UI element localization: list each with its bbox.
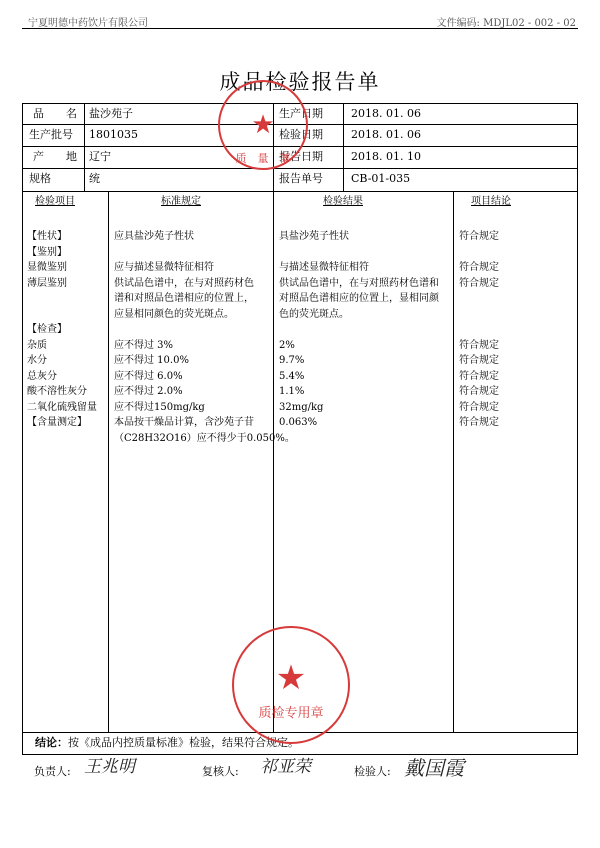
responsible-label: 负责人: — [34, 765, 71, 778]
result-line: 供试品色谱中，在与对照药材色谱和 — [279, 277, 439, 289]
conclusion-line: 符合规定 — [459, 277, 499, 289]
column-header-conclusion: 项目结论 — [471, 196, 511, 207]
standard-line: 应不得过 3% — [114, 339, 174, 351]
standard-line: 应不得过150mg/kg — [114, 401, 205, 413]
seal-bottom-text: 质检专用章 — [258, 706, 324, 721]
header-rule — [22, 28, 578, 29]
result-line: 1.1% — [279, 386, 305, 397]
item-line: 薄层鉴别 — [27, 277, 67, 289]
qc-special-seal — [232, 626, 350, 744]
quality-department-stamp — [218, 80, 308, 170]
label-product-name: 品 名 — [33, 107, 77, 120]
conclusion-line — [459, 307, 569, 323]
result-line: 色的荧光斑点。 — [279, 308, 349, 320]
conclusion-line: 符合规定 — [459, 339, 499, 351]
conclusion-line — [459, 245, 569, 261]
report-conclusion — [35, 733, 299, 753]
result-line: 具盐沙苑子性状 — [279, 231, 349, 242]
label-report-no: 报告单号 — [279, 172, 323, 185]
conclusion-line — [459, 322, 569, 338]
column-header-item: 检验项目 — [35, 196, 75, 207]
conclusion-line: 符合规定 — [459, 370, 499, 382]
result-line: 9.7% — [279, 355, 305, 366]
item-line: 显微鉴别 — [27, 262, 67, 273]
seal-star-icon: ★ — [275, 658, 307, 698]
value-product-name: 盐沙苑子 — [89, 107, 133, 120]
result-column — [279, 229, 451, 431]
value-spec: 统 — [89, 172, 100, 185]
conclusion-line — [459, 291, 569, 307]
value-batch-no: 1801035 — [89, 128, 138, 141]
conclusion-text: 按《成品内控质量标准》检验，结果符合规定。 — [68, 736, 299, 749]
item-column — [27, 229, 107, 431]
result-line: 对照品色谱相应的位置上，显相同颜 — [279, 293, 439, 304]
inspector-signature: 戴国霞 — [404, 756, 464, 780]
conclusion-line: 符合规定 — [459, 231, 499, 242]
standard-line: 应不得过 6.0% — [114, 370, 183, 382]
label-report-date: 报告日期 — [279, 150, 323, 163]
item-line: 总灰分 — [27, 370, 57, 382]
result-line: 2% — [279, 339, 295, 351]
standard-line: 本品按干燥品计算，含沙苑子苷 — [114, 417, 254, 428]
standard-line: 应显相同颜色的荧光斑点。 — [114, 308, 234, 320]
stamp-top-text: 质 量 部 — [235, 152, 291, 165]
reviewer-signature: 祁亚荣 — [260, 757, 311, 777]
standard-line: 谱和对照品色谱相应的位置上， — [114, 293, 254, 304]
item-line: 【性状】 — [27, 231, 67, 242]
value-report-no: CB-01-035 — [351, 172, 411, 185]
col-divider — [343, 104, 344, 191]
conclusion-column — [459, 229, 569, 431]
conclusion-line: 符合规定 — [459, 417, 499, 428]
column-header-standard: 标准规定 — [161, 196, 201, 207]
label-batch-no: 生产批号 — [29, 128, 73, 141]
col-divider — [108, 191, 109, 732]
item-line: 【含量测定】 — [27, 417, 87, 428]
conclusion-line: 符合规定 — [459, 355, 499, 366]
result-line — [279, 322, 451, 338]
inspector-label: 检验人: — [354, 765, 391, 778]
item-line — [27, 307, 107, 323]
value-report-date: 2018. 01. 10 — [351, 150, 421, 163]
item-line: 水分 — [27, 355, 47, 366]
standard-line: （C28H32O16）应不得少于0.050%。 — [114, 432, 295, 444]
conclusion-label: 结论： — [35, 736, 68, 749]
conclusion-line: 符合规定 — [459, 262, 499, 273]
standard-line — [114, 245, 272, 261]
row-divider — [23, 191, 577, 192]
report-title: 成品检验报告单 — [219, 70, 381, 94]
value-production-date: 2018. 01. 06 — [351, 107, 421, 120]
standard-line: 应具盐沙苑子性状 — [114, 231, 194, 242]
result-line — [279, 245, 451, 261]
label-origin: 产 地 — [33, 150, 77, 163]
document-number: 文件编码: MDJL02 - 002 - 02 — [436, 18, 576, 29]
item-line — [27, 291, 107, 307]
item-line: 酸不溶性灰分 — [27, 386, 87, 397]
col-divider — [453, 191, 454, 732]
conclusion-line: 符合规定 — [459, 401, 499, 413]
standard-line: 应不得过 2.0% — [114, 386, 183, 397]
result-line: 5.4% — [279, 370, 305, 382]
col-divider — [84, 104, 85, 191]
standard-line: 应与描述显微特征相符 — [114, 262, 214, 273]
value-inspection-date: 2018. 01. 06 — [351, 128, 421, 141]
result-line: 32mg/kg — [279, 401, 324, 413]
standard-line — [114, 322, 272, 338]
stamp-star-icon: ★ — [251, 110, 275, 140]
reviewer-label: 复核人: — [202, 765, 239, 778]
standard-line: 供试品色谱中，在与对照药材色 — [114, 277, 254, 289]
result-line: 0.063% — [279, 417, 318, 428]
label-inspection-date: 检验日期 — [279, 128, 323, 141]
column-header-result: 检验结果 — [323, 196, 363, 207]
item-line: 【检查】 — [27, 324, 67, 335]
label-production-date: 生产日期 — [279, 107, 323, 120]
value-origin: 辽宁 — [89, 150, 111, 163]
item-line: 【鉴别】 — [27, 246, 67, 258]
item-line: 杂质 — [27, 339, 47, 351]
company-header: 宁夏明德中药饮片有限公司 — [28, 18, 148, 29]
conclusion-line: 符合规定 — [459, 386, 499, 397]
item-line: 二氧化硫残留量 — [27, 401, 97, 413]
standard-line: 应不得过 10.0% — [114, 355, 189, 366]
label-spec: 规格 — [29, 172, 51, 185]
result-line: 与描述显微特征相符 — [279, 262, 369, 273]
responsible-signature: 王兆明 — [84, 757, 135, 777]
